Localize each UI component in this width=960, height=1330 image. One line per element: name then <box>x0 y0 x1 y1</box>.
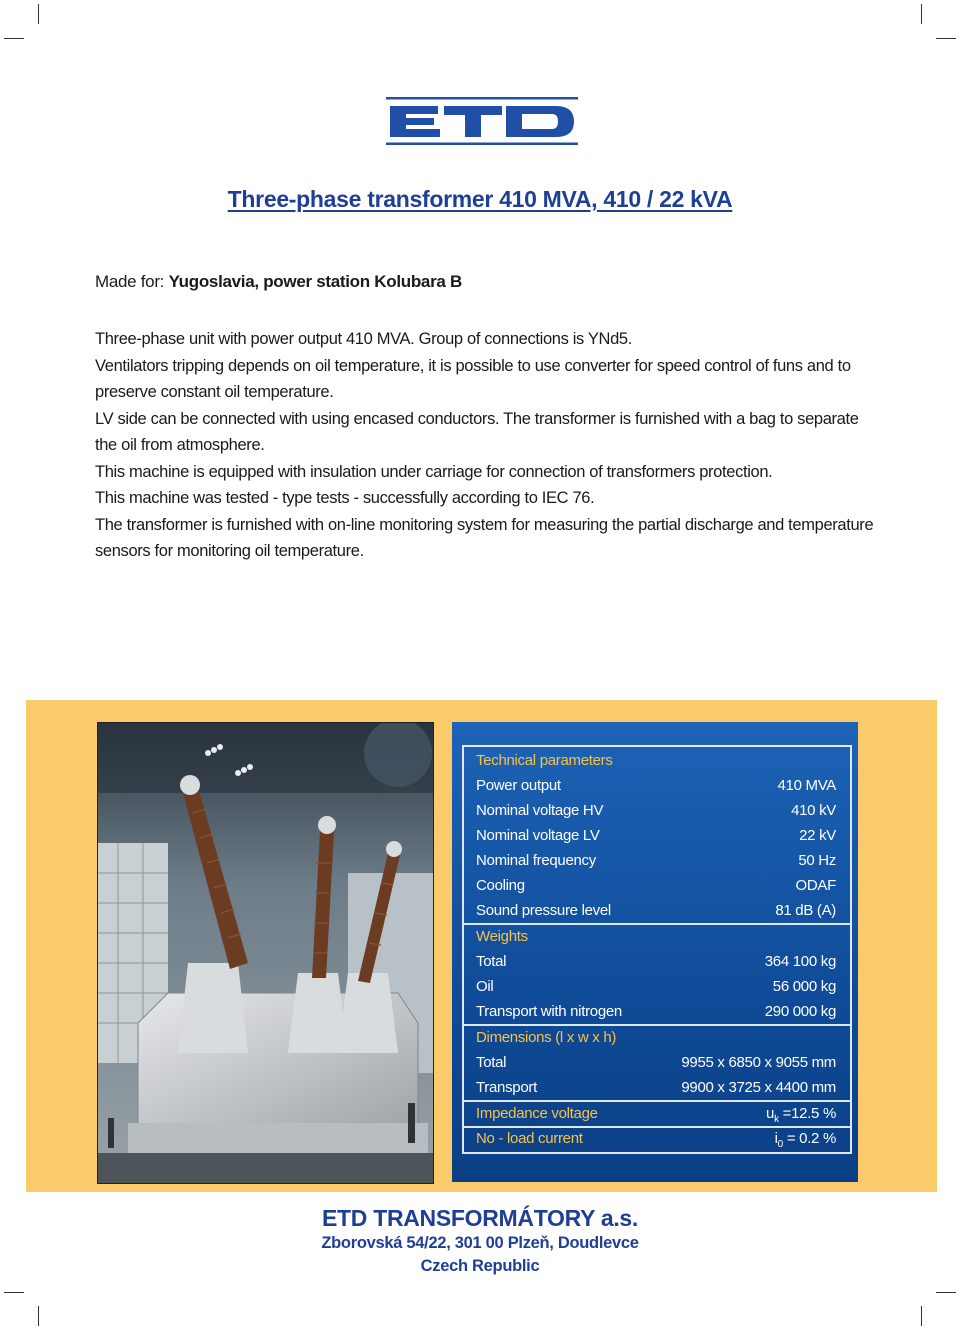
param-value: 364 100 kg <box>764 953 836 970</box>
param-value: 81 dB (A) <box>775 902 836 919</box>
param-row-hv <box>476 799 836 824</box>
param-label: Oil <box>476 978 494 995</box>
crop-mark <box>921 1306 922 1326</box>
param-value: $i_0 = 0.2$ % <box>774 1130 836 1150</box>
param-value: 410 MVA <box>777 777 836 794</box>
section-header-weights <box>476 925 836 950</box>
param-value: 9955 x 6850 x 9055 mm <box>681 1054 836 1071</box>
param-label: Impedance voltage <box>476 1105 598 1122</box>
param-label: Nominal voltage HV <box>476 802 604 819</box>
section-label: Weights <box>476 928 528 945</box>
section-header-technical <box>476 749 836 774</box>
section-label: Dimensions (l x w x h) <box>476 1029 617 1046</box>
company-address: Zborovská 54/22, 301 00 Plzeň, Doudlevce <box>321 1234 639 1252</box>
param-label: Nominal frequency <box>476 852 596 869</box>
param-value: 22 kV <box>799 827 836 844</box>
param-row-weight-oil <box>476 975 836 1000</box>
param-row-sound <box>476 899 836 924</box>
description-paragraph: LV side can be connected with using encased conductors. The transformer is furnished with a bag to separate the oil from atmosphere. <box>95 409 859 454</box>
param-row-dimension-transport <box>476 1076 836 1101</box>
param-value: ODAF <box>795 877 836 894</box>
transformer-photo <box>97 722 434 1184</box>
param-row-lv <box>476 824 836 849</box>
description-paragraph: The transformer is furnished with on-line monitoring system for measuring the partial discharge and temperature sensors for monitoring oil temperature. <box>95 515 874 560</box>
section-label: Technical parameters <box>476 752 613 769</box>
crop-mark <box>936 1292 956 1293</box>
param-value: 290 000 kg <box>764 1003 836 1020</box>
param-label: Power output <box>476 777 561 794</box>
crop-mark <box>4 1292 24 1293</box>
param-label: Cooling <box>476 877 525 894</box>
param-row-dimension-total <box>476 1051 836 1076</box>
param-row-weight-total <box>476 950 836 975</box>
technical-parameters-panel <box>452 722 858 1182</box>
param-label: Transport with nitrogen <box>476 1003 622 1020</box>
made-for <box>95 272 462 292</box>
param-label: Total <box>476 953 507 970</box>
param-value: 410 kV <box>791 802 836 819</box>
crop-mark <box>936 38 956 39</box>
description-paragraph: Ventilators tripping depends on oil temperature, it is possible to use converter for speed control of funs and to preserve constant oil temperature. <box>95 356 851 401</box>
param-value: 56 000 kg <box>772 978 836 995</box>
made-for-value: Yugoslavia, power station Kolubara B <box>168 272 462 291</box>
param-value: 50 Hz <box>798 852 836 869</box>
param-row-impedance <box>476 1102 836 1127</box>
param-row-weight-transport <box>476 1000 836 1025</box>
crop-mark <box>38 1306 39 1326</box>
param-label: Transport <box>476 1079 537 1096</box>
company-name: ETD TRANSFORMÁTORY a.s. <box>322 1205 638 1231</box>
description <box>95 326 875 565</box>
param-label: Total <box>476 1054 507 1071</box>
made-for-label: Made for: <box>95 272 165 291</box>
param-label: Sound pressure level <box>476 902 611 919</box>
document-title: Three-phase transformer 410 MVA, 410 / 22 kVA <box>227 186 733 212</box>
crop-mark <box>38 4 39 24</box>
technical-parameters-table <box>462 745 852 1154</box>
param-value: $u_k =12.5$ % <box>766 1105 836 1125</box>
param-row-noload <box>476 1127 836 1152</box>
param-label: Nominal voltage LV <box>476 827 600 844</box>
description-paragraph: Three-phase unit with power output 410 MVA. Group of connections is YNd5. <box>95 330 632 348</box>
param-row-frequency <box>476 849 836 874</box>
param-row-power-output <box>476 774 836 799</box>
crop-mark <box>4 38 24 39</box>
section-header-dimensions <box>476 1026 836 1051</box>
company-country: Czech Republic <box>420 1257 540 1275</box>
description-paragraph: This machine is equipped with insulation under carriage for connection of transformers protection. <box>95 462 773 481</box>
crop-mark <box>921 4 922 24</box>
description-paragraph: This machine was tested - type tests - successfully according to IEC 76. <box>95 489 595 507</box>
etd-logo <box>386 97 578 145</box>
param-label: No - load current <box>476 1130 583 1147</box>
param-row-cooling <box>476 874 836 899</box>
param-value: 9900 x 3725 x 4400 mm <box>681 1079 836 1096</box>
